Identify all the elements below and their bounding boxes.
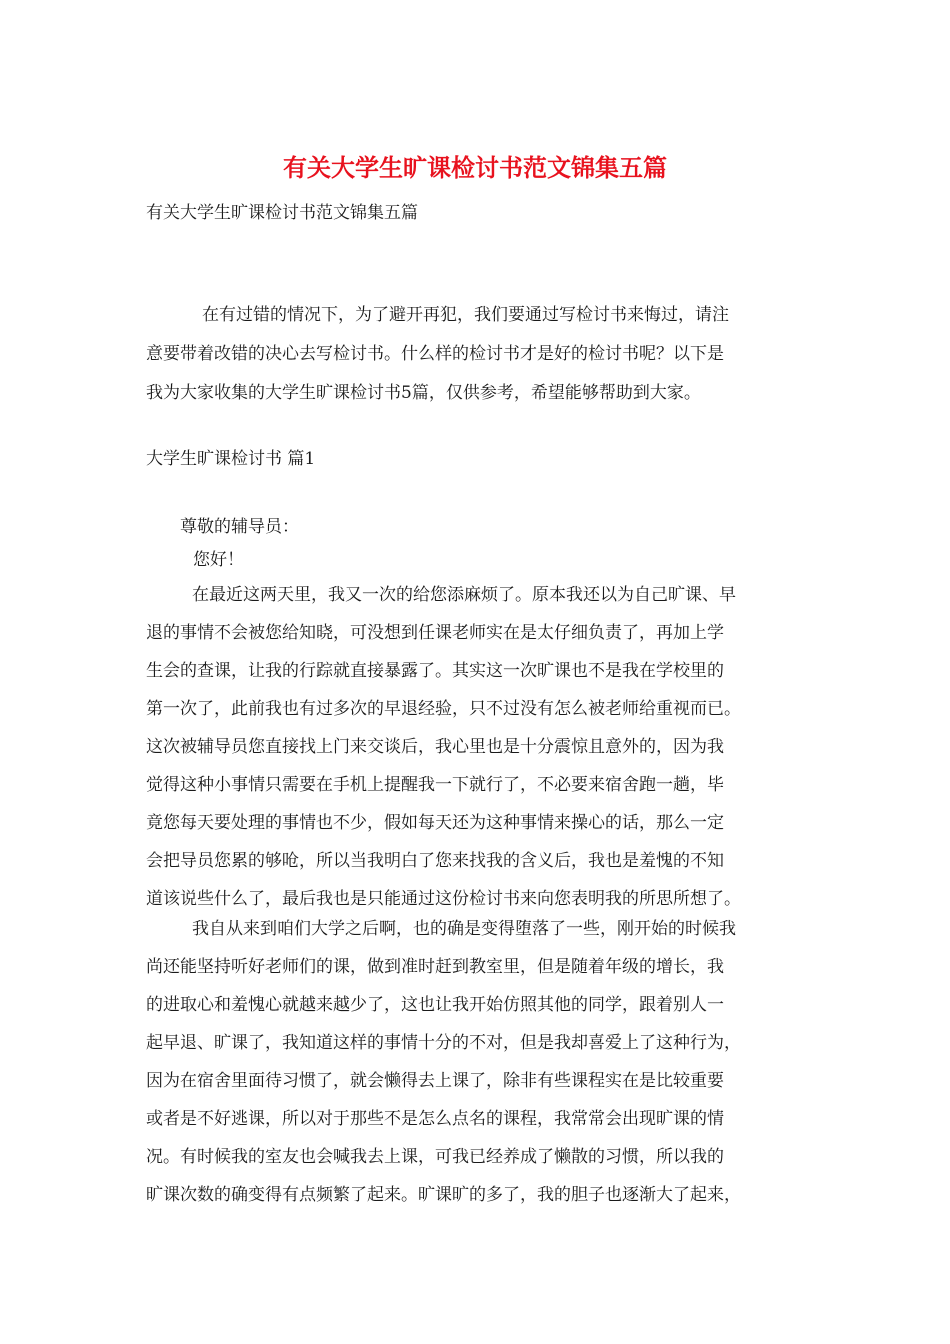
document-title: 有关大学生旷课检讨书范文锦集五篇 (283, 153, 667, 182)
paragraph-line: 这次被辅导员您直接找上门来交谈后，我心里也是十分震惊且意外的，因为我 (146, 737, 724, 757)
paragraph-line: 旷课次数的确变得有点频繁了起来。旷课旷的多了，我的胆子也逐渐大了起来， (146, 1185, 741, 1205)
document-subtitle: 有关大学生旷课检讨书范文锦集五篇 (146, 203, 418, 223)
intro-line: 在有过错的情况下，为了避开再犯，我们要通过写检讨书来悔过，请注 (202, 305, 729, 325)
letter-greeting: 您好！ (193, 550, 244, 570)
paragraph-line: 退的事情不会被您给知晓，可没想到任课老师实在是太仔细负责了，再加上学 (146, 623, 724, 643)
paragraph-line: 在最近这两天里，我又一次的给您添麻烦了。原本我还以为自己旷课、早 (192, 585, 736, 605)
intro-line: 我为大家收集的大学生旷课检讨书5篇，仅供参考，希望能够帮助到大家。 (146, 383, 701, 403)
paragraph-line: 觉得这种小事情只需要在手机上提醒我一下就行了，不必要来宿舍跑一趟，毕 (146, 775, 724, 795)
paragraph-line: 或者是不好逃课，所以对于那些不是怎么点名的课程，我常常会出现旷课的情 (146, 1109, 724, 1129)
paragraph-line: 道该说些什么了，最后我也是只能通过这份检讨书来向您表明我的所思所想了。 (146, 889, 741, 909)
section-heading: 大学生旷课检讨书 篇1 (146, 449, 316, 469)
letter-salutation: 尊敬的辅导员： (180, 517, 299, 537)
paragraph-line: 会把导员您累的够呛，所以当我明白了您来找我的含义后，我也是羞愧的不知 (146, 851, 724, 871)
paragraph-line: 第一次了，此前我也有过多次的早退经验，只不过没有怎么被老师给重视而已。 (146, 699, 741, 719)
paragraph-line: 的进取心和羞愧心就越来越少了，这也让我开始仿照其他的同学，跟着别人一 (146, 995, 724, 1015)
paragraph-line: 起早退、旷课了，我知道这样的事情十分的不对，但是我却喜爱上了这种行为， (146, 1033, 741, 1053)
body-paragraph-1 (146, 576, 806, 918)
paragraph-line: 尚还能坚持听好老师们的课，做到准时赶到教室里，但是随着年级的增长，我 (146, 957, 724, 977)
paragraph-line: 我自从来到咱们大学之后啊，也的确是变得堕落了一些，刚开始的时候我 (192, 919, 736, 939)
intro-paragraph (146, 296, 806, 413)
paragraph-line: 生会的查课，让我的行踪就直接暴露了。其实这一次旷课也不是我在学校里的 (146, 661, 724, 681)
intro-line: 意要带着改错的决心去写检讨书。什么样的检讨书才是好的检讨书呢？以下是 (146, 344, 724, 364)
paragraph-line: 竟您每天要处理的事情也不少，假如每天还为这种事情来操心的话，那么一定 (146, 813, 724, 833)
paragraph-line: 况。有时候我的室友也会喊我去上课，可我已经养成了懒散的习惯，所以我的 (146, 1147, 724, 1167)
paragraph-line: 因为在宿舍里面待习惯了，就会懒得去上课了，除非有些课程实在是比较重要 (146, 1071, 724, 1091)
body-paragraph-2 (146, 910, 806, 1214)
